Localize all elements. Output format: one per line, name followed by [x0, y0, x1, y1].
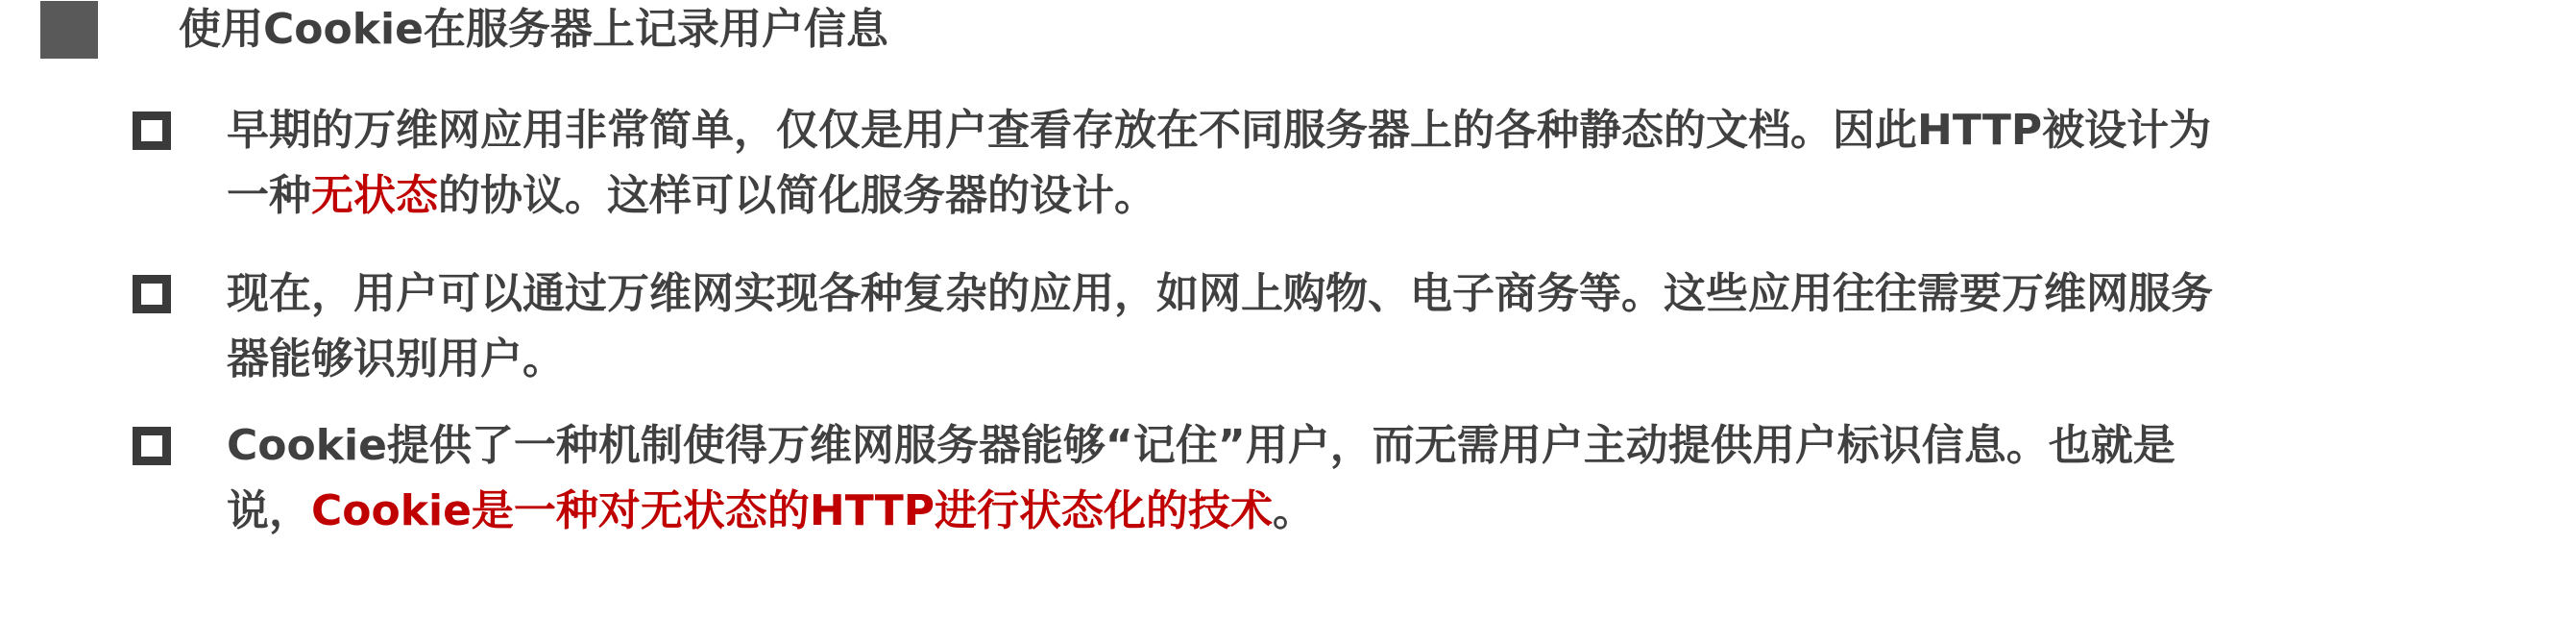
bullet-text-3 [227, 413, 2175, 544]
bullet-1-line-2-post: 的协议。这样可以简化服务器的设计。 [438, 171, 1156, 220]
bullet-item-3 [133, 413, 2553, 544]
bullet-2-line-1: 现在，用户可以通过万维网实现各种复杂的应用，如网上购物、电子商务等。这些应用往往需要万维网服务 [227, 269, 2213, 318]
bullet-1-line-1: 早期的万维网应用非常简单，仅仅是用户查看存放在不同服务器上的各种静态的文档。因此HTTP被设计为 [227, 106, 2212, 155]
bullet-item-2 [133, 261, 2553, 392]
bullet-3-line-2 [227, 479, 2175, 544]
bullet-1-line-2 [227, 163, 2211, 229]
bullet-3-emphasis: Cookie是一种对无状态的HTTP进行状态化的技术 [311, 486, 1274, 535]
heading-title: 使用Cookie在服务器上记录用户信息 [179, 5, 888, 54]
slide-heading [40, 0, 888, 60]
bullet-box-icon [133, 275, 171, 313]
heading-bullet-square [40, 1, 98, 59]
bullet-item-1 [133, 98, 2553, 229]
bullet-text-2 [227, 261, 2213, 392]
bullet-3-line-2-pre: 说， [227, 486, 311, 535]
bullet-1-emphasis: 无状态 [311, 171, 438, 220]
bullet-box-icon [133, 427, 171, 465]
bullet-2-line-2: 器能够识别用户。 [227, 334, 565, 384]
bullet-1-line-2-pre: 一种 [227, 171, 311, 220]
bullet-text-1 [227, 98, 2211, 229]
bullet-3-line-2-post: 。 [1273, 486, 1316, 535]
bullet-3-line-1: Cookie提供了一种机制使得万维网服务器能够“记住”用户，而无需用户主动提供用户标识信息。也就是 [227, 421, 2175, 470]
bullet-box-icon [133, 111, 171, 150]
